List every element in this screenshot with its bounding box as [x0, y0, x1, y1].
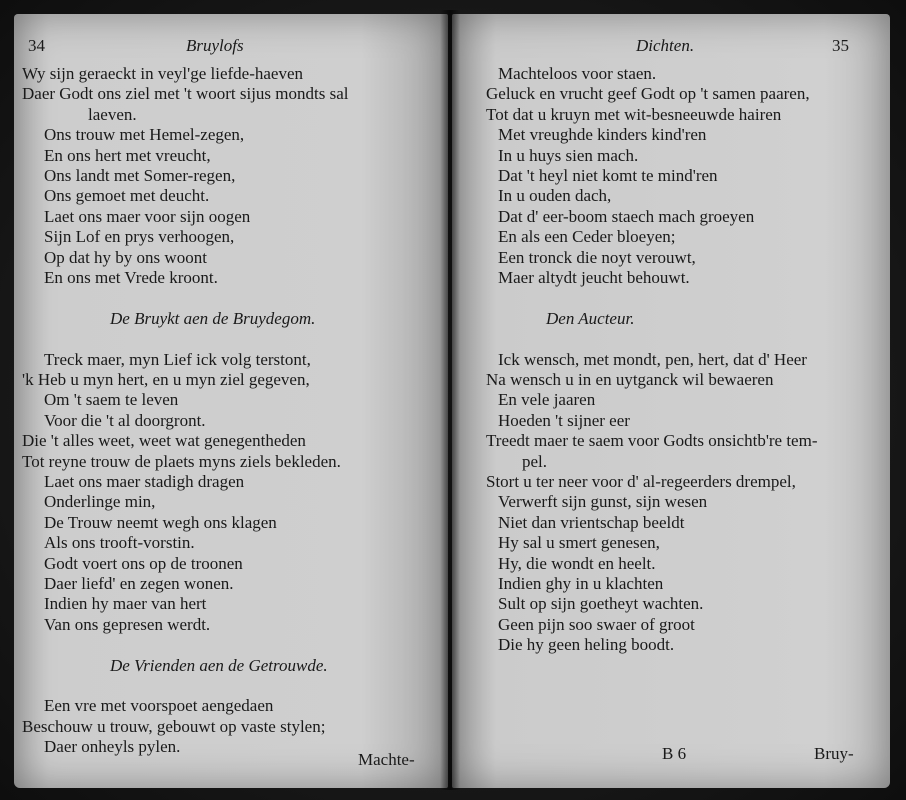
verse-line: Dat 't heyl niet komt te mind'ren: [498, 166, 718, 185]
left-page-text: [14, 14, 448, 788]
right-page-text: [452, 14, 890, 788]
verse-line: Om 't saem te leven: [44, 390, 179, 410]
verse-line: Laet ons maer stadigh dragen: [44, 472, 245, 491]
verse-line: Geen pijn soo swaer of groot: [498, 614, 695, 634]
verse-line: 'k Heb u myn hert, en u myn ziel gegeven,: [22, 370, 310, 389]
verse-line: Indien hy maer van hert: [44, 594, 207, 614]
verse-line: Sult op sijn goetheyt wachten.: [498, 594, 704, 614]
verse-line: Ons gemoet met deucht.: [44, 186, 210, 206]
right-running-head: Dichten.: [636, 36, 695, 55]
book-gutter: [440, 10, 460, 790]
verse-line: In u ouden dach,: [498, 186, 612, 206]
left-catchword: Machte-: [358, 750, 415, 769]
verse-line: Die 't alles weet, weet wat genegentheden: [22, 431, 306, 451]
verse-line: Op dat hy by ons woont: [44, 247, 207, 267]
verse-line: In u huys sien mach.: [498, 145, 639, 165]
verse-line: Laet ons maer voor sijn oogen: [44, 206, 251, 226]
verse-line: En als een Ceder bloeyen;: [498, 227, 676, 247]
verse-line: Daer Godt ons ziel met 't woort sijus mondts sal: [22, 84, 349, 104]
verse-line: En vele jaaren: [498, 390, 596, 410]
verse-line: Den Aucteur.: [546, 308, 635, 328]
verse-line: En ons hert met vreucht,: [44, 145, 211, 165]
right-page-number: 35: [832, 36, 849, 55]
verse-line: De Vrienden aen de Getrouwde.: [110, 655, 328, 675]
verse-line: Onderlinge min,: [44, 492, 156, 512]
verse-line: Sijn Lof en prys verhoogen,: [44, 227, 235, 247]
verse-line: De Trouw neemt wegh ons klagen: [44, 512, 277, 532]
verse-line: Verwerft sijn gunst, sijn wesen: [498, 492, 708, 512]
right-page: [452, 14, 890, 788]
verse-line: Geluck en vrucht geef Godt op 't samen paaren,: [486, 84, 810, 104]
verse-line: Daer onheyls pylen.: [44, 737, 181, 757]
verse-line: Met vreughde kinders kind'ren: [498, 125, 707, 145]
left-page-number: 34: [28, 36, 45, 55]
verse-line: Ick wensch, met mondt, pen, hert, dat d' Heer: [498, 349, 807, 369]
left-running-head: Bruylofs: [186, 36, 244, 55]
verse-line: Machteloos voor staen.: [498, 64, 657, 83]
verse-line: Hy, die wondt en heelt.: [498, 553, 656, 573]
verse-line: Indien ghy in u klachten: [498, 574, 664, 593]
verse-line: Tot dat u kruyn met wit-besneeuwde hairen: [486, 104, 782, 124]
signature-mark: B 6: [662, 744, 687, 763]
verse-line: Die hy geen heling boodt.: [498, 635, 675, 655]
verse-line: Dat d' eer-boom staech mach groeyen: [498, 206, 755, 226]
verse-line: Een tronck die noyt verouwt,: [498, 247, 696, 267]
verse-line: De Bruykt aen de Bruydegom.: [110, 308, 316, 328]
verse-line: Stort u ter neer voor d' al-regeerders drempel,: [486, 472, 796, 491]
left-page: [14, 14, 448, 788]
verse-line: Treck maer, myn Lief ick volg terstont,: [44, 349, 311, 369]
verse-line: Godt voert ons op de troonen: [44, 553, 243, 573]
verse-line: Een vre met voorspoet aengedaen: [44, 696, 274, 716]
verse-line: En ons met Vrede kroont.: [44, 268, 218, 287]
verse-line: Treedt maer te saem voor Godts onsichtb're tem-: [486, 431, 818, 451]
verse-line: Ons trouw met Hemel-zegen,: [44, 125, 245, 145]
verse-line: Van ons gepresen werdt.: [44, 614, 211, 634]
verse-line: Als ons trooft-vorstin.: [44, 533, 195, 553]
verse-line: laeven.: [88, 104, 137, 124]
right-catchword: Bruy-: [814, 744, 854, 763]
verse-line: Wy sijn geraeckt in veyl'ge liefde-haeven: [22, 64, 303, 83]
verse-line: Maer altydt jeucht behouwt.: [498, 268, 690, 287]
verse-line: Hoeden 't sijner eer: [498, 410, 630, 430]
verse-line: Ons landt met Somer-regen,: [44, 166, 236, 185]
verse-line: pel.: [522, 451, 548, 471]
verse-line: Daer liefd' en zegen wonen.: [44, 574, 234, 593]
verse-line: Niet dan vrientschap beeldt: [498, 512, 685, 532]
verse-line: Beschouw u trouw, gebouwt op vaste stylen;: [22, 716, 326, 736]
verse-line: Tot reyne trouw de plaets myns ziels bekleden.: [22, 451, 341, 471]
verse-line: Voor die 't al doorgront.: [44, 410, 206, 430]
verse-line: Na wensch u in en uytganck wil bewaeren: [486, 370, 774, 389]
verse-line: Hy sal u smert genesen,: [498, 533, 660, 553]
